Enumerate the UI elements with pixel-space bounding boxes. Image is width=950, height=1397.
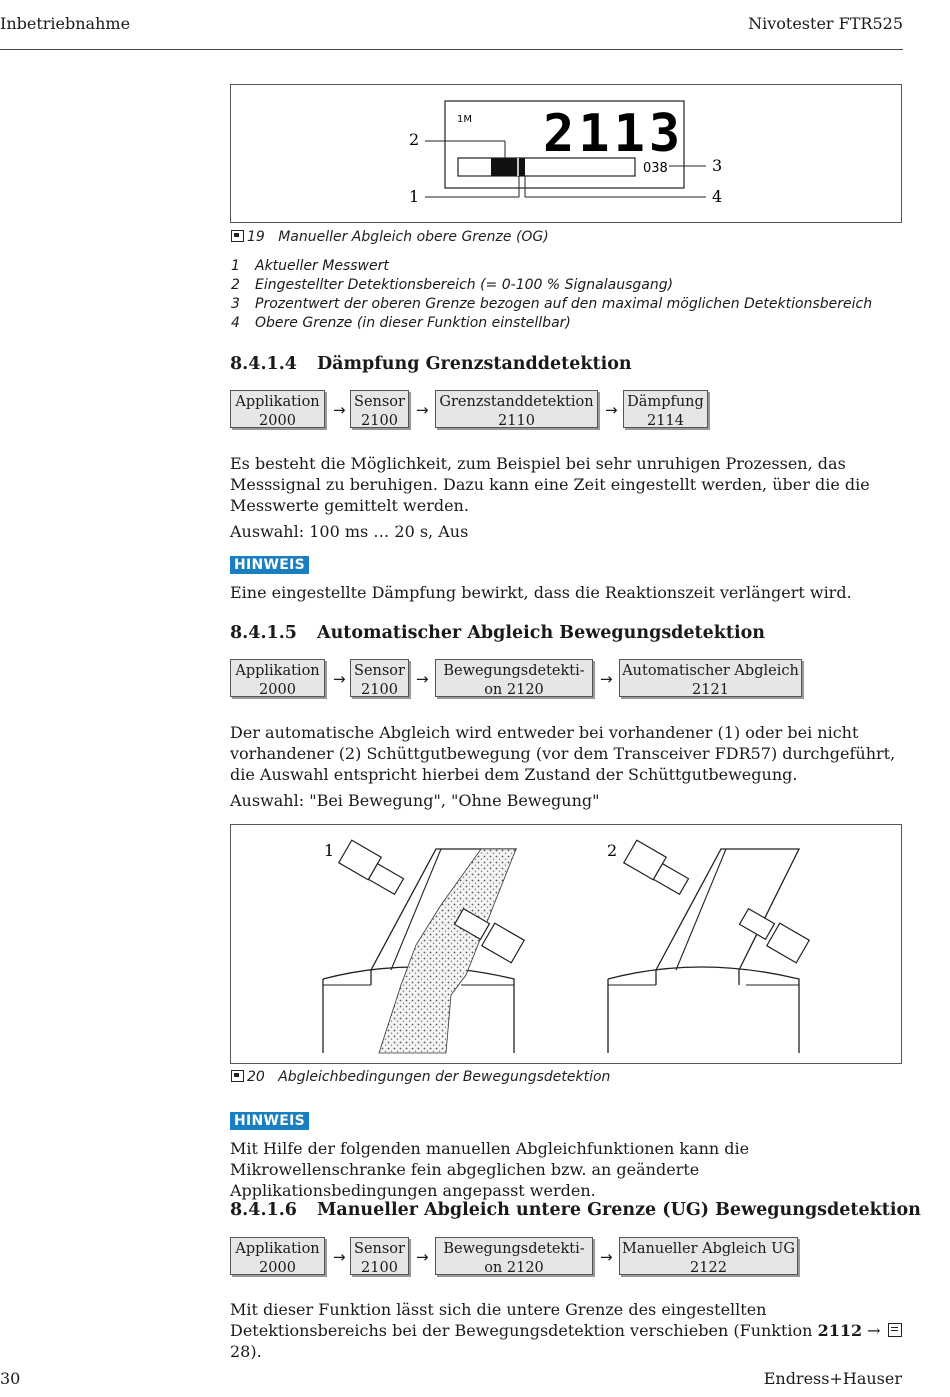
section-heading-8-4-1-6: 8.4.1.6 Manueller Abgleich untere Grenze (UG) Bewegungsdetektion xyxy=(230,1200,921,1220)
paragraph: Mit dieser Funktion lässt sich die untere Grenze des eingestellten Detektionsbereichs bei der Bewegungsdetektion verschieben (Funktion 2112 → 28). xyxy=(230,1299,905,1362)
running-header-right: Nivotester FTR525 xyxy=(748,14,903,33)
section-heading-8-4-1-4: 8.4.1.4 Dämpfung Grenzstanddetektion xyxy=(230,354,632,374)
hinweis-badge: HINWEIS xyxy=(230,556,309,574)
legend-item: 2 Eingestellter Detektionsbereich (= 0-100 % Signalausgang) xyxy=(231,277,674,293)
figure-19-frame xyxy=(230,84,902,223)
nav-box-applikation: Applikation 2000 xyxy=(230,390,325,428)
display-mode-label: 1M xyxy=(457,114,472,125)
figure-icon xyxy=(231,1070,244,1082)
scene-with-movement xyxy=(323,840,524,1053)
figure-19-number: 19 xyxy=(247,229,265,245)
legend-item: 3 Prozentwert der oberen Grenze bezogen auf den maximal möglichen Detektionsbereich xyxy=(231,296,873,312)
display-value: 2113 xyxy=(543,104,685,164)
running-header-left: Inbetriebnahme xyxy=(0,14,131,33)
nav-box-daempfung: Dämpfung 2114 xyxy=(623,390,708,428)
figure-20-number: 20 xyxy=(247,1069,265,1085)
nav-box-manueller-abgleich-ug: Manueller Abgleich UG 2122 xyxy=(619,1237,798,1275)
arrow-right-icon: → xyxy=(416,401,429,419)
footer-brand: Endress+Hauser xyxy=(763,1369,902,1388)
nav-box-sensor: Sensor 2100 xyxy=(350,659,409,697)
callout-3: 3 xyxy=(712,156,723,175)
paragraph: Es besteht die Möglichkeit, zum Beispiel bei sehr unruhigen Prozessen, das Messsignal zu beruhigen. Dazu kann eine Zeit eingestellt werden, über die die Messwerte gemittelt werden. xyxy=(230,454,870,515)
nav-box-applikation: Applikation 2000 xyxy=(230,1237,325,1275)
figure-20-title: Abgleichbedingungen der Bewegungsdetektion xyxy=(278,1069,611,1085)
hinweis-badge: HINWEIS xyxy=(230,1112,309,1130)
scene-without-movement xyxy=(607,840,809,1053)
paragraph-auswahl: Auswahl: 100 ms … 20 s, Aus xyxy=(230,522,469,541)
arrow-right-icon: → xyxy=(333,401,346,419)
page-ref-icon xyxy=(888,1323,902,1337)
nav-box-applikation: Applikation 2000 xyxy=(230,659,325,697)
function-number: 2112 xyxy=(817,1321,863,1340)
arrow-right-icon: → xyxy=(333,1248,346,1266)
legend-item: 1 Aktueller Messwert xyxy=(231,258,389,274)
hinweis-text: Mit Hilfe der folgenden manuellen Abgleichfunktionen kann die Mikrowellenschranke fein abgeglichen bzw. an geänderte Applikationsbedingungen angepasst werden. xyxy=(230,1139,750,1200)
figure-19-caption xyxy=(231,229,549,245)
legend-item: 4 Obere Grenze (in dieser Funktion einstellbar) xyxy=(231,315,571,331)
arrow-right-icon: → xyxy=(600,670,613,688)
paragraph-auswahl: Auswahl: "Bei Bewegung", "Ohne Bewegung" xyxy=(230,791,600,810)
figure-20-caption xyxy=(231,1069,610,1085)
arrow-right-icon: → xyxy=(333,670,346,688)
scene-label-1: 1 xyxy=(324,841,335,860)
display-percent: 038 xyxy=(643,161,668,176)
figure-19-display-diagram xyxy=(231,85,901,222)
section-heading-8-4-1-5: 8.4.1.5 Automatischer Abgleich Bewegungsdetektion xyxy=(230,623,766,643)
arrow-right-icon: → xyxy=(416,670,429,688)
callout-1: 1 xyxy=(409,187,420,206)
figure-20-frame xyxy=(230,824,902,1064)
header-rule xyxy=(0,49,903,50)
page-number: 30 xyxy=(0,1369,21,1388)
figure-19-title: Manueller Abgleich obere Grenze (OG) xyxy=(278,229,549,245)
arrow-right-icon: → xyxy=(416,1248,429,1266)
paragraph: Der automatische Abgleich wird entweder bei vorhandener (1) oder bei nicht vorhandener (2) Schüttgutbewegung (vor dem Transceiver FDR57) durchgeführt, die Auswahl entspricht hierbei dem Zustand der Schüttgutbewegung. xyxy=(230,723,896,784)
arrow-right-icon: → xyxy=(600,1248,613,1266)
nav-box-sensor: Sensor 2100 xyxy=(350,1237,409,1275)
hinweis-text: Eine eingestellte Dämpfung bewirkt, dass die Reaktionszeit verlängert wird. xyxy=(230,583,852,602)
callout-2: 2 xyxy=(409,130,420,149)
callout-4: 4 xyxy=(712,187,723,206)
arrow-right-icon: → xyxy=(605,401,618,419)
nav-box-automatischer-abgleich: Automatischer Abgleich 2121 xyxy=(619,659,802,697)
nav-box-grenzstanddetektion: Grenzstanddetektion 2110 xyxy=(435,390,598,428)
nav-box-sensor: Sensor 2100 xyxy=(350,390,409,428)
nav-box-bewegungsdetektion: Bewegungsdetekti- on 2120 xyxy=(435,1237,593,1275)
figure-icon xyxy=(231,230,244,242)
scene-label-2: 2 xyxy=(607,841,618,860)
figure-20-diagram xyxy=(231,825,901,1063)
nav-box-bewegungsdetektion: Bewegungsdetekti- on 2120 xyxy=(435,659,593,697)
